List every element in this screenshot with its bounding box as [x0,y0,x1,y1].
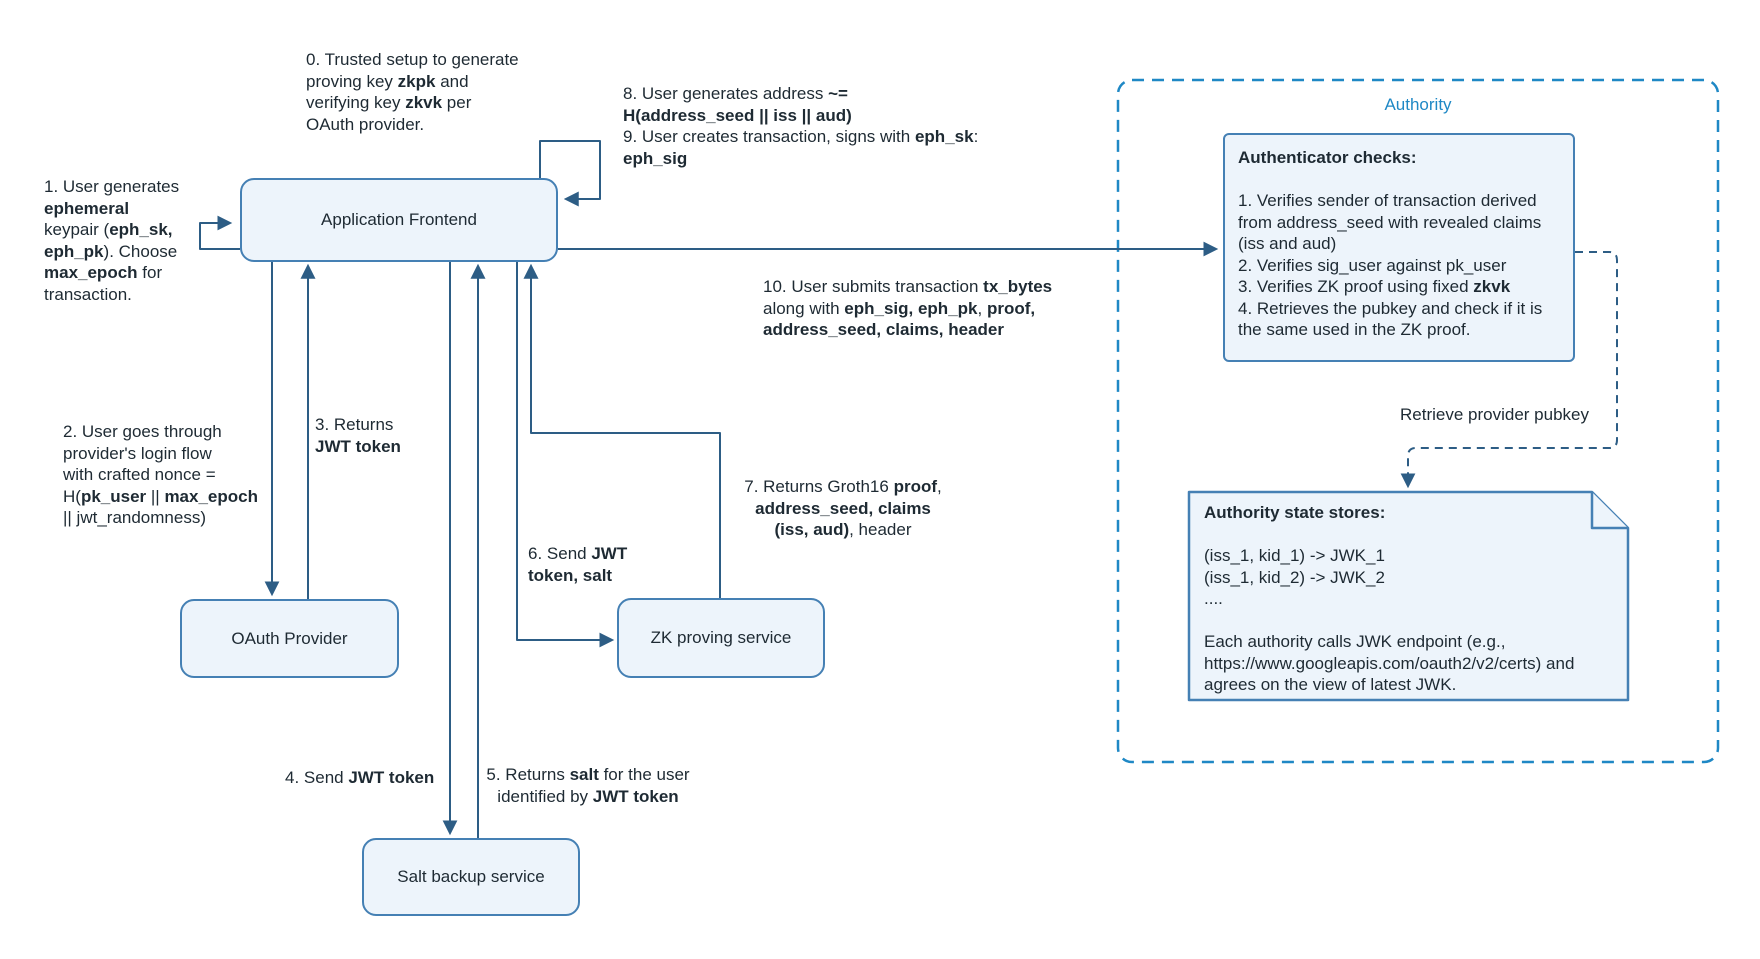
authority-state-note-text: Authority state stores: (iss_1, kid_1) -> JWK_1 (iss_1, kid_2) -> JWK_2 .... Each authority calls JWK endpoint (e.g., https://www.googleapis.com/oauth2/v2/certs) and agrees on the view of latest JWK. [1204,503,1575,694]
node-zk-proving-service [617,598,825,678]
annotation-step3: 3. Returns JWT token [315,415,401,456]
node-salt-backup-service-label: Salt backup service [397,867,545,886]
annotation-step10: 10. User submits transaction tx_bytes along with eph_sig, eph_pk, proof, address_seed, claims, header [763,277,1053,339]
annotation-step0: 0. Trusted setup to generate proving key zkpk and verifying key zkvk per OAuth provider. [306,50,519,134]
retrieve-provider-pubkey-label: Retrieve provider pubkey [1400,405,1589,424]
annotation-step7: 7. Returns Groth16 proof, address_seed, claims (iss, aud), header [744,477,942,539]
annotation-step1: 1. User generates ephemeral keypair (eph_sk, eph_pk). Choose max_epoch for transaction. [44,177,180,304]
node-application-frontend [240,178,558,262]
node-salt-backup-service [362,838,580,916]
annotation-step8-9: 8. User generates address ~= H(address_seed || iss || aud) 9. User creates transaction, signs with eph_sk: eph_sig [623,84,979,168]
authority-label: Authority [1384,95,1452,114]
authenticator-checks-box: Authenticator checks: 1. Verifies sender of transaction derived from address_seed with revealed claims (iss and aud) 2. Verifies sig_user against pk_user 3. Verifies ZK proof using fixed zkvk 4. Retrieves the pubkey and check if it is the same used in the ZK proof. [1223,133,1575,362]
node-oauth-provider-label: OAuth Provider [231,628,348,648]
annotation-step4: 4. Send JWT token [285,768,435,787]
annotation-step5: 5. Returns salt for the user identified by JWT token [486,765,690,806]
node-application-frontend-label: Application Frontend [321,210,477,229]
annotation-step6: 6. Send JWT token, salt [528,544,628,585]
annotation-step2: 2. User goes through provider's login flow with crafted nonce = H(pk_user || max_epoch || jwt_randomness) [63,422,258,527]
node-zk-proving-service-label: ZK proving service [650,628,792,647]
connector-step1-self-loop [200,223,240,249]
node-oauth-provider [180,599,399,678]
